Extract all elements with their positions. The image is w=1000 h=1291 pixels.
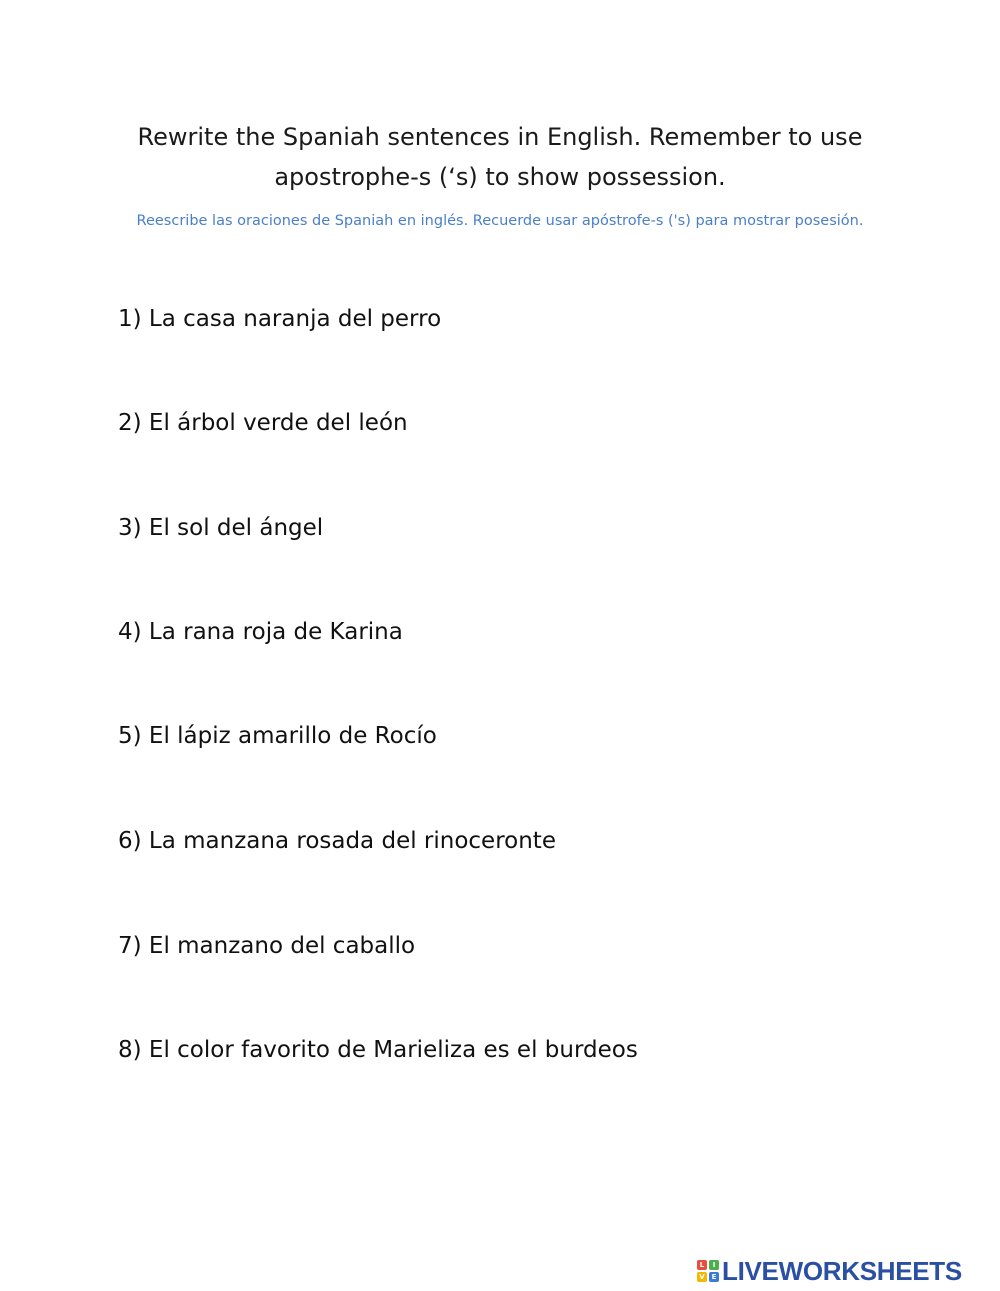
sentence-item-8: 8) El color favorito de Marieliza es el burdeos: [118, 1037, 638, 1063]
logo-block: L: [697, 1260, 707, 1270]
logo-block: V: [697, 1272, 707, 1282]
sentence-item-5: 5) El lápiz amarillo de Rocío: [118, 723, 437, 749]
sentence-item-6: 6) La manzana rosada del rinoceronte: [118, 828, 556, 854]
sentence-item-3: 3) El sol del ángel: [118, 515, 324, 541]
sentence-item-4: 4) La rana roja de Karina: [118, 619, 403, 645]
logo-mark-icon: [697, 1260, 719, 1282]
sentence-item-1: 1) La casa naranja del perro: [118, 306, 442, 332]
logo-text: LIVEWORKSHEETS: [722, 1255, 962, 1286]
sentence-item-7: 7) El manzano del caballo: [118, 933, 416, 959]
instructions-english: Rewrite the Spaniah sentences in English. Remember to use apostrophe-s (‘s) to show possession.: [137, 123, 863, 191]
liveworksheets-logo: [697, 1255, 962, 1287]
logo-block: E: [709, 1272, 719, 1282]
instructions-spanish: Reescribe las oraciones de Spaniah en inglés. Recuerde usar apóstrofe-s ('s) para mostrar posesión.: [136, 213, 864, 229]
logo-block: I: [709, 1260, 719, 1270]
sentence-item-2: 2) El árbol verde del león: [118, 410, 408, 436]
